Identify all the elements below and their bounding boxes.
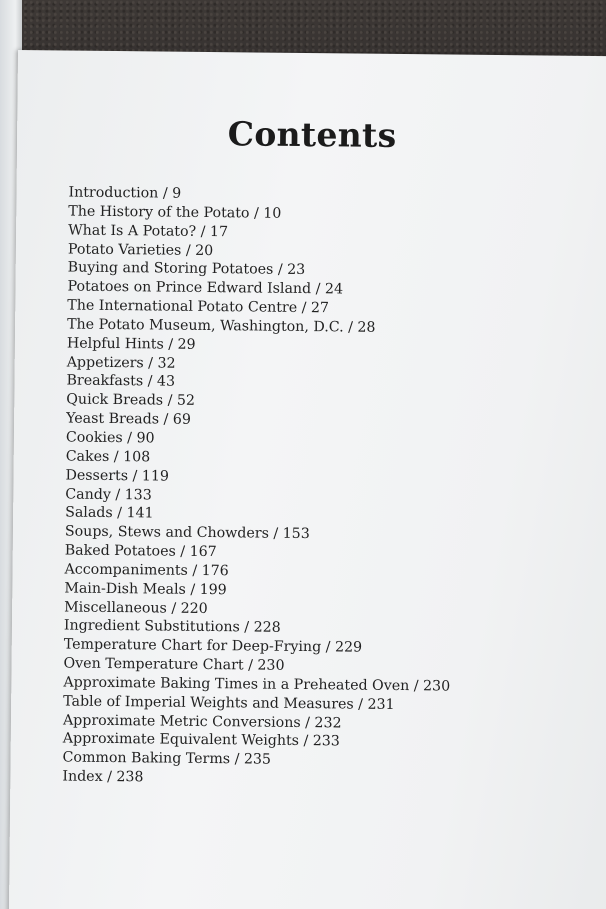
book-page <box>9 50 606 909</box>
toc-entry: Cookies / 90 <box>65 429 155 447</box>
toc-entry: Quick Breads / 52 <box>66 391 196 410</box>
toc-entry: Desserts / 119 <box>65 467 170 485</box>
toc-entry: Oven Temperature Chart / 230 <box>63 655 285 674</box>
toc-entry: Temperature Chart for Deep-Frying / 229 <box>63 636 363 656</box>
toc-entry: Helpful Hints / 29 <box>66 335 196 353</box>
toc-entry: The History of the Potato / 10 <box>68 203 282 222</box>
toc-entry: Soups, Stews and Chowders / 153 <box>64 523 310 543</box>
toc-entry: Approximate Equivalent Weights / 233 <box>62 730 340 750</box>
toc-entry: Approximate Metric Conversions / 232 <box>62 712 342 732</box>
toc-entry: Appetizers / 32 <box>66 354 176 372</box>
toc-entry: Salads / 141 <box>65 504 154 522</box>
toc-entry: Breakfasts / 43 <box>66 372 176 391</box>
toc-entry: Ingredient Substitutions / 228 <box>63 617 281 637</box>
toc-entry: Miscellaneous / 220 <box>64 599 208 617</box>
toc-entry: Accompaniments / 176 <box>64 561 229 580</box>
toc-entry: Index / 238 <box>62 768 144 786</box>
page-title: Contents <box>227 114 397 155</box>
toc-entry: Potatoes on Prince Edward Island / 24 <box>67 278 344 298</box>
toc-entry: Introduction / 9 <box>68 184 182 202</box>
toc-entry: The International Potato Centre / 27 <box>67 297 330 317</box>
table-of-contents <box>62 184 455 791</box>
toc-entry: Cakes / 108 <box>65 448 151 466</box>
toc-entry: Potato Varieties / 20 <box>67 241 214 259</box>
toc-entry: Buying and Storing Potatoes / 23 <box>67 259 306 279</box>
toc-entry: What Is A Potato? / 17 <box>68 222 229 240</box>
toc-entry: Yeast Breads / 69 <box>66 410 191 428</box>
toc-entry: Table of Imperial Weights and Measures / 231 <box>63 693 395 713</box>
toc-entry: Baked Potatoes / 167 <box>64 542 217 561</box>
toc-entry: Common Baking Terms / 235 <box>62 749 272 769</box>
toc-entry: Main-Dish Meals / 199 <box>64 580 227 598</box>
toc-entry: Candy / 133 <box>65 486 152 503</box>
toc-entry: Approximate Baking Times in a Preheated Oven / 230 <box>63 674 451 695</box>
toc-entry: The Potato Museum, Washington, D.C. / 28 <box>67 316 376 336</box>
